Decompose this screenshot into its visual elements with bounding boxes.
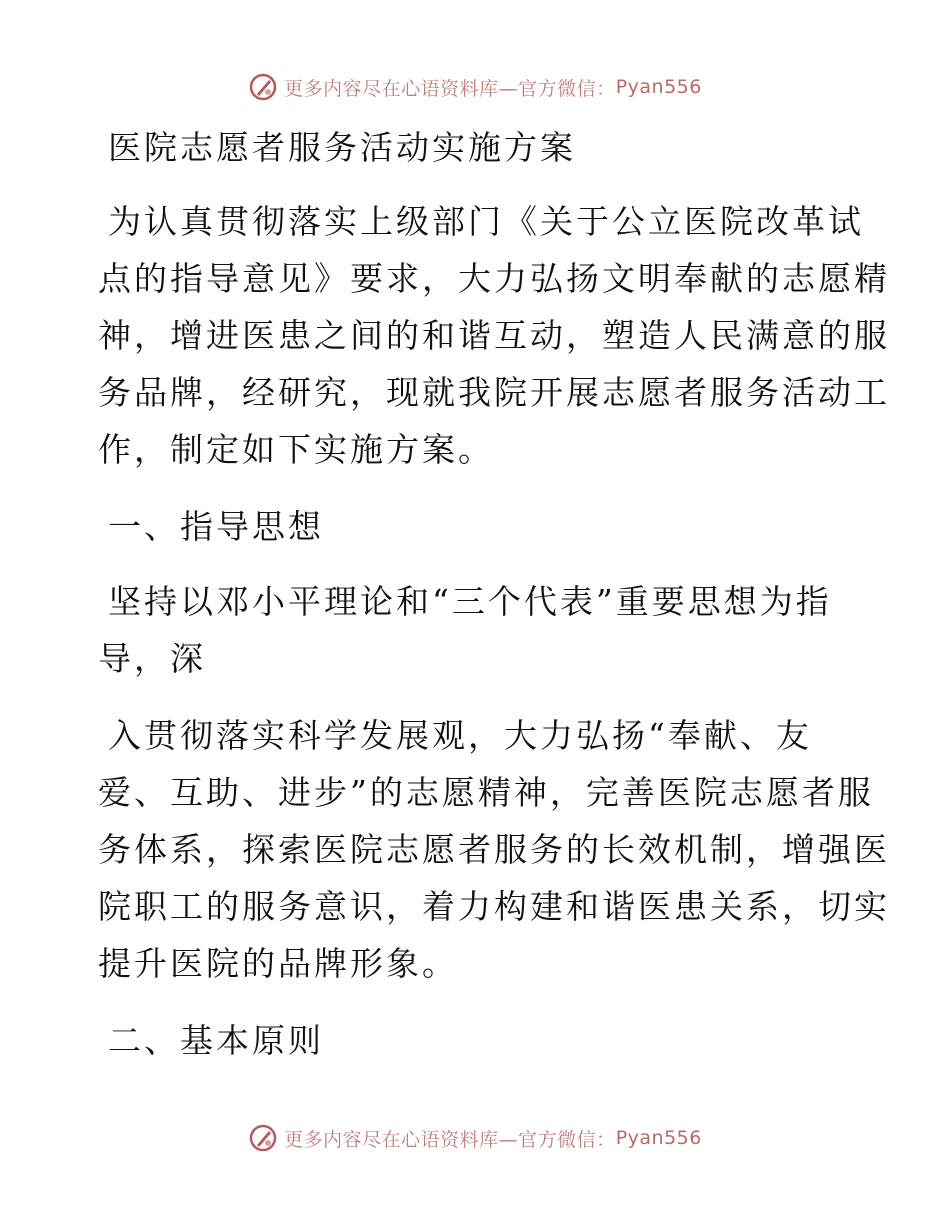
- paragraph-line: 作，制定如下实施方案。: [98, 430, 494, 469]
- paragraph-line: 爱、互助、进步”的志愿精神，完善医院志愿者服: [98, 773, 874, 812]
- paragraph-line: 神，增进医患之间的和谐互动，塑造人民满意的服: [98, 316, 890, 355]
- paragraph-line: 院职工的服务意识，着力构建和谐医患关系，切实: [98, 887, 890, 926]
- paragraph-line: 务体系，探索医院志愿者服务的长效机制，增强医: [98, 830, 890, 869]
- paragraph-line: 提升医院的品牌形象。: [98, 944, 458, 983]
- watermark-wechat-label: 官方微信：: [518, 1128, 616, 1151]
- paragraph-line: 点的指导意见》要求，大力弘扬文明奉献的志愿精: [98, 259, 890, 298]
- paragraph-line: 坚持以邓小平理论和“三个代表”重要思想为指: [108, 582, 832, 621]
- paragraph-line: 入贯彻落实科学发展观，大力弘扬“奉献、友: [108, 716, 812, 755]
- watermark-text: 更多内容尽在心语资料库—: [284, 77, 519, 100]
- quill-logo-icon: [248, 1123, 278, 1153]
- watermark-text: 更多内容尽在心语资料库—: [284, 1128, 519, 1151]
- paragraph-line: 务品牌，经研究，现就我院开展志愿者服务活动工: [98, 373, 890, 412]
- watermark-footer: [0, 1123, 950, 1153]
- section-heading: 二、基本原则: [108, 1021, 324, 1060]
- paragraph-line: 为认真贯彻落实上级部门《关于公立医院改革试: [108, 202, 864, 241]
- watermark-header: [0, 72, 950, 102]
- section-heading: 一、指导思想: [108, 507, 324, 546]
- watermark-wechat-id: Pyan556: [615, 1127, 702, 1149]
- watermark-wechat-label: 官方微信：: [518, 77, 616, 100]
- document-title: 医院志愿者服务活动实施方案: [108, 128, 576, 167]
- quill-logo-icon: [248, 72, 278, 102]
- paragraph-line: 导，深: [98, 639, 206, 678]
- watermark-wechat-id: Pyan556: [615, 76, 702, 98]
